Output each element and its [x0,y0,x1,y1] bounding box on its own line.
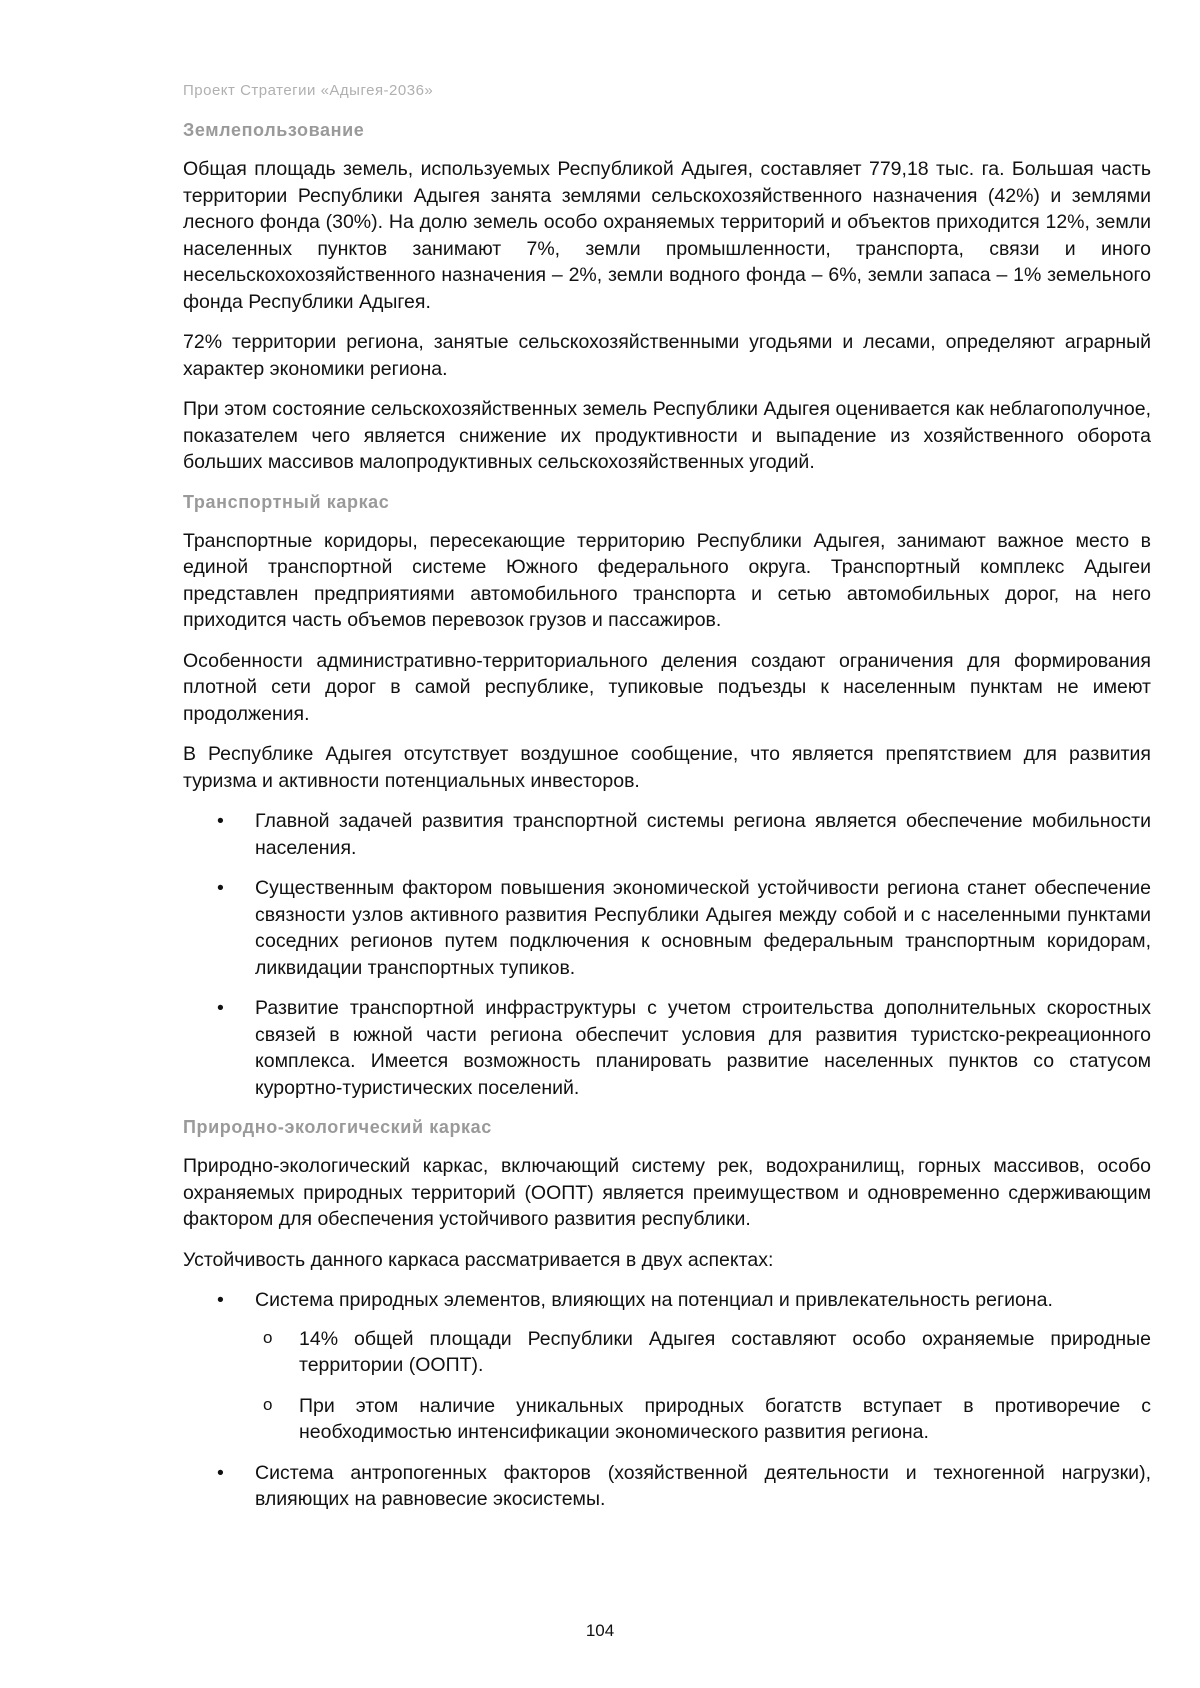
section-heading: Природно-экологический каркас [183,1117,492,1137]
bullet-list [183,1287,1151,1513]
paragraph: В Республике Адыгея отсутствует воздушное сообщение, что является препятствием для развития туризма и активности потенциальных инвесторов. [183,743,1151,792]
bullet-item [183,875,1151,981]
bullet-item [183,808,1151,861]
bullet-text: Система антропогенных факторов (хозяйственной деятельности и техногенной нагрузки), влияющих на равновесие экосистемы. [255,1461,1151,1510]
sub-bullet-item [255,1326,1151,1379]
running-header: Проект Стратегии «Адыгея-2036» [183,82,434,99]
page-number: 104 [585,1621,615,1640]
bullet-text: Главной задачей развития транспортной системы региона является обеспечение мобильности населения. [255,810,1151,859]
bullet-list [183,808,1151,1101]
section-heading: Транспортный каркас [183,491,390,512]
bullet-marker: • [217,1289,224,1311]
paragraph: 72% территории региона, занятые сельскохозяйственными угодьями и лесами, определяют аграрный характер экономики региона. [183,331,1151,380]
page-content [183,118,1151,1527]
bullet-item [183,1460,1151,1513]
paragraph: Транспортные коридоры, пересекающие территорию Республики Адыгея, занимают важное место в единой транспортной системе Южного федерального округа. Транспортный комплекс Адыгеи представлен предприятиями автомобильного транспорта и сетью автомобильных дорог, на него приходится часть объемов перевозок грузов и пассажиров. [183,529,1151,631]
paragraph: При этом состояние сельскохозяйственных земель Республики Адыгея оценивается как неблагополучное, показателем чего является снижение их продуктивности и выпадение из хозяйственного оборота больших массивов малопродуктивных сельскохозяйственных угодий. [183,398,1151,473]
sub-bullet-text: При этом наличие уникальных природных богатств вступает в противоречие с необходимостью интенсификации экономического развития региона. [299,1394,1151,1443]
paragraph: Природно-экологический каркас, включающий систему рек, водохранилищ, горных массивов, особо охраняемых природных территорий (ООПТ) является преимуществом и одновременно сдерживающим фактором для обеспечения устойчивого развития республики. [183,1155,1151,1230]
sub-bullet-list [255,1326,1151,1446]
bullet-marker: • [217,810,224,832]
section-transport-framework [183,490,1151,1102]
sub-bullet-marker: o [263,1394,273,1414]
sub-bullet-text: 14% общей площади Республики Адыгея составляют особо охраняемые природные территории (ООПТ). [299,1327,1151,1376]
sub-bullet-item [255,1393,1151,1446]
bullet-item [183,995,1151,1101]
bullet-item [183,1287,1151,1446]
paragraph: Особенности административно-территориального деления создают ограничения для формирования плотной сети дорог в самой республике, тупиковые подъезды к населенным пунктам не имеют продолжения. [183,649,1151,725]
bullet-marker: • [217,877,224,899]
bullet-text: Развитие транспортной инфраструктуры с учетом строительства дополнительных скоростных связей в южной части региона обеспечит условия для развития туристско-рекреационного комплекса. Имеется возможность планировать развитие населенных пунктов со статусом курортно-туристических поселений. [255,997,1151,1099]
bullet-marker: • [217,997,224,1019]
section-land-use [183,118,1151,476]
paragraph: Устойчивость данного каркаса рассматривается в двух аспектах: [183,1248,774,1271]
bullet-text: Существенным фактором повышения экономической устойчивости региона станет обеспечение связности узлов активного развития Республики Адыгея между собой и с населенными пунктами соседних регионов путем подключения к основным федеральным транспортным коридорам, ликвидации транспортных тупиков. [255,877,1151,979]
section-ecological-framework [183,1115,1151,1513]
sub-bullet-marker: o [263,1327,273,1347]
paragraph: Общая площадь земель, используемых Республикой Адыгея, составляет 779,18 тыс. га. Большая часть территории Республики Адыгея занята землями сельскохозяйственного назначения (42%) и землями лесного фонда (30%). На долю земель особо охраняемых территорий и объектов приходится 12%, земли населенных пунктов занимают 7%, земли промышленности, транспорта, связи и иного несельскохохозяйственного назначения – 2%, земли водного фонда – 6%, земли запаса – 1% земельного фонда Республики Адыгея. [183,158,1151,313]
section-heading: Землепользование [183,120,365,140]
bullet-text: Система природных элементов, влияющих на потенциал и привлекательность региона. [255,1289,1053,1311]
bullet-marker: • [217,1461,224,1484]
